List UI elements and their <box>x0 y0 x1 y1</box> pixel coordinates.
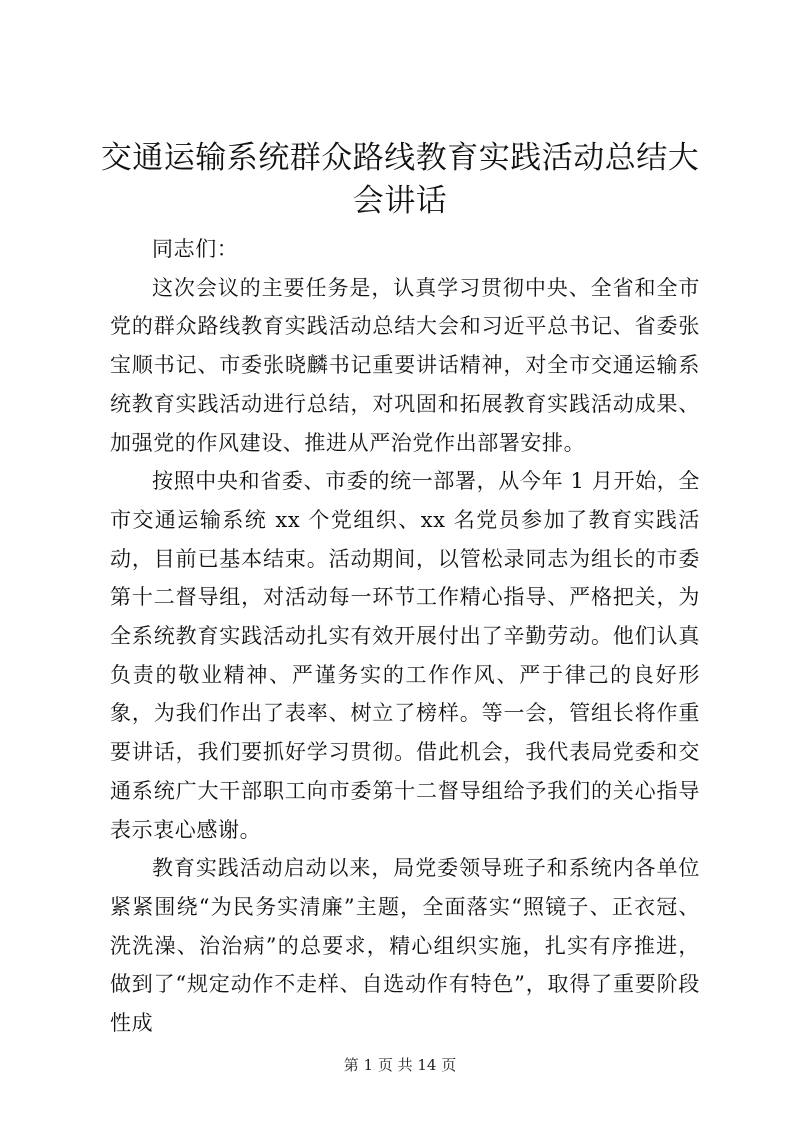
document-body <box>110 230 700 1043</box>
body-paragraph: 这次会议的主要任务是，认真学习贯彻中央、全省和全市党的群众路线教育实践活动总结大会和习近平总书记、省委张宝顺书记、市委张晓麟书记重要讲话精神，对全市交通运输系统教育实践活动进行总结，对巩固和拓展教育实践活动成果、加强党的作风建设、推进从严治党作出部署安排。 <box>110 275 700 455</box>
salutation-paragraph: 同志们： <box>152 237 239 261</box>
body-paragraph: 按照中央和省委、市委的统一部署，从今年 1 月开始，全市交通运输系统 xx 个党组织、xx 名党员参加了教育实践活动，目前已基本结束。活动期间，以管松录同志为组长的市委第十二督导组，对活动每一环节工作精心指导、严格把关，为全系统教育实践活动扎实有效开展付出了辛勤劳动。他们认真负责的敬业精神、严谨务实的工作作风、严于律己的良好形象，为我们作出了表率、树立了榜样。等一会，管组长将作重要讲话，我们要抓好学习贯彻。借此机会，我代表局党委和交通系统广大干部职工向市委第十二督导组给予我们的关心指导表示衷心感谢。 <box>110 469 700 842</box>
page-footer: 第 1 页 共 14 页 <box>343 1056 457 1074</box>
document-title: 交通运输系统群众路线教育实践活动总结大会讲话 <box>100 140 700 219</box>
body-paragraph: 教育实践活动启动以来，局党委领导班子和系统内各单位紧紧围绕“为民务实清廉”主题，全面落实“照镜子、正衣冠、洗洗澡、治治病”的总要求，精心组织实施，扎实有序推进，做到了“规定动作不走样、自选动作有特色”，取得了重要阶段性成 <box>110 856 700 1036</box>
